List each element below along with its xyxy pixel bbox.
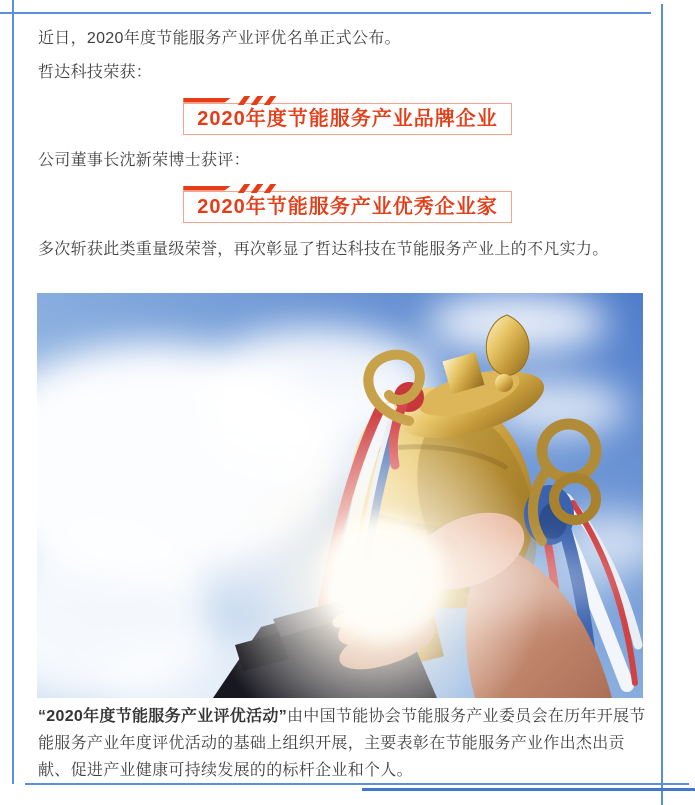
brush-slash-decoration bbox=[183, 95, 273, 105]
slash-icon bbox=[251, 96, 264, 105]
paragraph-chairman-lead: 公司董事长沈新荣博士获评： bbox=[38, 152, 250, 169]
caption-body-text: 由中国节能协会节能服务产业委员会在历年开展节能服务产业年度评优活动的基础上组织开展，主要表彰在节能服务产业作出杰出贡献、促进产业健康可持续发展的的标杆企业和个人。 bbox=[38, 708, 646, 779]
trophy-photo[interactable] bbox=[37, 293, 643, 698]
photo-caption bbox=[38, 703, 657, 784]
slash-icon bbox=[251, 184, 264, 193]
paragraph-summary: 多次斩获此类重量级荣誉，再次彰显了哲达科技在节能服务产业上的不凡实力。 bbox=[38, 241, 609, 258]
award-label-brand-enterprise: 2020年度节能服务产业品牌企业 bbox=[183, 103, 512, 135]
award-banner-brand-enterprise bbox=[183, 103, 512, 135]
award-label-outstanding-entrepreneur: 2020年节能服务产业优秀企业家 bbox=[183, 191, 512, 223]
brush-bar-icon bbox=[183, 186, 231, 191]
slash-icon bbox=[238, 96, 251, 105]
paragraph-intro: 近日，2020年度节能服务产业评优名单正式公布。 bbox=[38, 30, 401, 47]
award-banner-outstanding-entrepreneur bbox=[183, 191, 512, 223]
frame-line-bottom-inner bbox=[362, 788, 695, 791]
caption-bold-title: “2020年度节能服务产业评优活动” bbox=[38, 708, 287, 725]
paragraph-company-lead: 哲达科技荣获： bbox=[38, 64, 153, 81]
brush-bar-icon bbox=[183, 98, 231, 103]
brush-slash-decoration bbox=[183, 183, 273, 193]
slash-icon bbox=[238, 184, 251, 193]
